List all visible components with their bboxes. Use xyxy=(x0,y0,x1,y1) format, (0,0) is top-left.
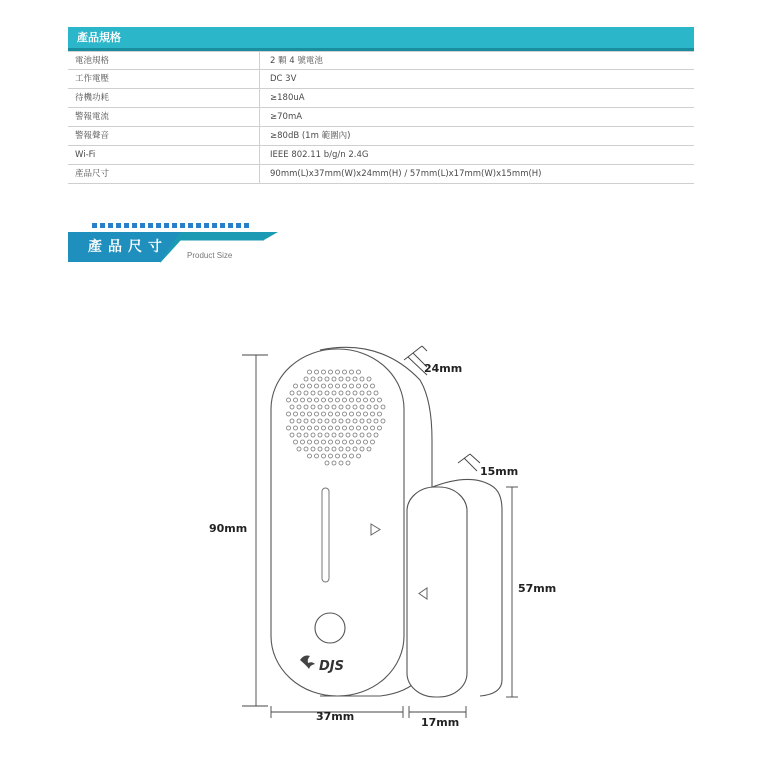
indicator-slot xyxy=(322,488,329,582)
grille-hole xyxy=(346,447,350,451)
grille-hole xyxy=(308,398,312,402)
grille-hole xyxy=(371,384,375,388)
grille-hole xyxy=(308,412,312,416)
grille-hole xyxy=(308,440,312,444)
grille-hole xyxy=(371,440,375,444)
grille-hole xyxy=(339,391,343,395)
dim-sensor-depth: 15mm xyxy=(480,465,519,478)
grille-hole xyxy=(357,426,361,430)
grille-hole xyxy=(329,384,333,388)
grille-hole xyxy=(287,398,291,402)
grille-hole xyxy=(290,433,294,437)
grille-hole xyxy=(322,426,326,430)
grille-hole xyxy=(325,405,329,409)
grille-hole xyxy=(364,398,368,402)
grille-hole xyxy=(364,426,368,430)
grille-hole xyxy=(332,419,336,423)
grille-hole xyxy=(322,398,326,402)
grille-hole xyxy=(381,405,385,409)
grille-hole xyxy=(367,447,371,451)
grille-hole xyxy=(329,440,333,444)
grille-hole xyxy=(371,426,375,430)
grille-hole xyxy=(350,370,354,374)
grille-hole xyxy=(297,419,301,423)
grille-hole xyxy=(290,419,294,423)
spec-value: ≥70mA xyxy=(270,112,303,122)
spec-value: DC 3V xyxy=(270,74,297,84)
grille-hole xyxy=(315,440,319,444)
grille-hole xyxy=(304,405,308,409)
grille-hole xyxy=(297,433,301,437)
grille-hole xyxy=(374,433,378,437)
grille-hole xyxy=(374,391,378,395)
grille-hole xyxy=(364,384,368,388)
grille-hole xyxy=(367,377,371,381)
grille-hole xyxy=(308,454,312,458)
grille-hole xyxy=(350,398,354,402)
grille-hole xyxy=(360,377,364,381)
grille-hole xyxy=(332,447,336,451)
grille-hole xyxy=(371,398,375,402)
spec-label: 警報電流 xyxy=(68,108,260,126)
spec-value: 90mm(L)x37mm(W)x24mm(H) / 57mm(L)x17mm(W)x15mm(H) xyxy=(270,169,542,179)
dim-sensor-height: 57mm xyxy=(518,582,557,595)
dim-sensor-width: 17mm xyxy=(421,716,460,729)
grille-hole xyxy=(322,440,326,444)
grille-hole xyxy=(357,412,361,416)
grille-hole xyxy=(336,454,340,458)
grille-hole xyxy=(294,412,298,416)
button-circle xyxy=(315,613,345,643)
grille-hole xyxy=(304,391,308,395)
spec-value: 2 顆 4 號電池 xyxy=(270,56,323,66)
grille-hole xyxy=(315,384,319,388)
grille-hole xyxy=(318,447,322,451)
grille-hole xyxy=(322,412,326,416)
grille-hole xyxy=(367,433,371,437)
grille-hole xyxy=(301,440,305,444)
grille-hole xyxy=(290,405,294,409)
logo-text: DJS xyxy=(319,659,344,674)
grille-hole xyxy=(353,419,357,423)
grille-hole xyxy=(329,412,333,416)
grille-hole xyxy=(336,412,340,416)
grille-hole xyxy=(290,391,294,395)
sensor-unit xyxy=(407,479,502,697)
grille-hole xyxy=(301,426,305,430)
grille-hole xyxy=(357,440,361,444)
grille-hole xyxy=(315,398,319,402)
spec-label: 警報聲音 xyxy=(68,127,260,145)
spec-table-header: 產品規格 xyxy=(68,27,694,48)
grille-hole xyxy=(304,447,308,451)
grille-hole xyxy=(318,433,322,437)
grille-hole xyxy=(325,391,329,395)
grille-hole xyxy=(360,419,364,423)
grille-hole xyxy=(329,426,333,430)
grille-hole xyxy=(325,419,329,423)
grille-hole xyxy=(294,398,298,402)
grille-hole xyxy=(329,370,333,374)
grille-hole xyxy=(287,412,291,416)
grille-hole xyxy=(353,447,357,451)
grille-hole xyxy=(325,433,329,437)
grille-hole xyxy=(304,433,308,437)
grille-hole xyxy=(360,391,364,395)
grille-hole xyxy=(350,440,354,444)
grille-hole xyxy=(374,405,378,409)
grille-hole xyxy=(360,447,364,451)
grille-hole xyxy=(353,377,357,381)
grille-hole xyxy=(357,384,361,388)
grille-hole xyxy=(311,377,315,381)
grille-hole xyxy=(381,419,385,423)
grille-hole xyxy=(339,447,343,451)
grille-hole xyxy=(311,391,315,395)
grille-hole xyxy=(336,398,340,402)
grille-hole xyxy=(322,454,326,458)
grille-hole xyxy=(346,391,350,395)
grille-hole xyxy=(308,384,312,388)
spec-value: ≥80dB (1m 範圍內) xyxy=(270,131,351,141)
grille-hole xyxy=(353,391,357,395)
grille-hole xyxy=(332,405,336,409)
grille-hole xyxy=(318,405,322,409)
grille-hole xyxy=(367,391,371,395)
grille-hole xyxy=(350,426,354,430)
grille-hole xyxy=(304,377,308,381)
grille-hole xyxy=(325,377,329,381)
spec-value: ≥180uA xyxy=(270,93,305,103)
grille-hole xyxy=(346,461,350,465)
grille-hole xyxy=(346,377,350,381)
grille-hole xyxy=(364,412,368,416)
grille-hole xyxy=(336,440,340,444)
grille-hole xyxy=(378,398,382,402)
grille-hole xyxy=(343,384,347,388)
grille-hole xyxy=(325,447,329,451)
grille-hole xyxy=(322,370,326,374)
grille-hole xyxy=(350,412,354,416)
grille-hole xyxy=(325,461,329,465)
grille-hole xyxy=(318,419,322,423)
grille-hole xyxy=(322,384,326,388)
grille-hole xyxy=(336,426,340,430)
grille-hole xyxy=(339,419,343,423)
grille-hole xyxy=(332,391,336,395)
grille-hole xyxy=(353,405,357,409)
grille-hole xyxy=(315,426,319,430)
grille-hole xyxy=(315,370,319,374)
grille-hole xyxy=(346,419,350,423)
grille-hole xyxy=(367,419,371,423)
spec-label: 產品尺寸 xyxy=(68,165,260,183)
grille-hole xyxy=(311,433,315,437)
grille-hole xyxy=(343,370,347,374)
grille-hole xyxy=(297,391,301,395)
grille-hole xyxy=(287,426,291,430)
grille-hole xyxy=(294,440,298,444)
grille-hole xyxy=(294,426,298,430)
spec-value: IEEE 802.11 b/g/n 2.4G xyxy=(270,150,369,160)
grille-hole xyxy=(297,405,301,409)
grille-hole xyxy=(318,377,322,381)
grille-hole xyxy=(343,426,347,430)
grille-hole xyxy=(367,405,371,409)
grille-hole xyxy=(318,391,322,395)
grille-hole xyxy=(360,405,364,409)
grille-hole xyxy=(315,412,319,416)
grille-hole xyxy=(315,454,319,458)
grille-hole xyxy=(301,412,305,416)
grille-hole xyxy=(339,433,343,437)
grille-hole xyxy=(346,433,350,437)
grille-hole xyxy=(353,433,357,437)
grille-hole xyxy=(378,426,382,430)
grille-hole xyxy=(350,454,354,458)
dim-main-width: 37mm xyxy=(316,710,355,723)
grille-hole xyxy=(311,447,315,451)
grille-hole xyxy=(339,405,343,409)
grille-hole xyxy=(336,384,340,388)
grille-hole xyxy=(301,398,305,402)
grille-hole xyxy=(297,447,301,451)
grille-hole xyxy=(336,370,340,374)
grille-hole xyxy=(346,405,350,409)
grille-hole xyxy=(304,419,308,423)
grille-hole xyxy=(343,454,347,458)
grille-hole xyxy=(343,398,347,402)
grille-hole xyxy=(294,384,298,388)
grille-hole xyxy=(374,419,378,423)
spec-label: Wi-Fi xyxy=(68,146,260,164)
grille-hole xyxy=(308,426,312,430)
grille-hole xyxy=(339,461,343,465)
grille-hole xyxy=(343,412,347,416)
grille-hole xyxy=(332,433,336,437)
grille-hole xyxy=(301,384,305,388)
grille-hole xyxy=(311,419,315,423)
grille-hole xyxy=(357,370,361,374)
spec-label: 工作電壓 xyxy=(68,70,260,88)
grille-hole xyxy=(378,412,382,416)
spec-label: 待機功耗 xyxy=(68,89,260,107)
spec-label: 電池規格 xyxy=(68,52,260,69)
grille-hole xyxy=(364,440,368,444)
grille-hole xyxy=(357,398,361,402)
grille-hole xyxy=(350,384,354,388)
grille-hole xyxy=(343,440,347,444)
grille-hole xyxy=(339,377,343,381)
grille-hole xyxy=(357,454,361,458)
sensor-unit-face xyxy=(407,487,467,697)
section-title: 產品尺寸 xyxy=(88,239,168,255)
grille-hole xyxy=(329,454,333,458)
grille-hole xyxy=(308,370,312,374)
dim-main-height: 90mm xyxy=(209,522,248,535)
grille-hole xyxy=(332,461,336,465)
grille-hole xyxy=(332,377,336,381)
grille-hole xyxy=(311,405,315,409)
dim-main-depth: 24mm xyxy=(424,362,463,375)
section-subtitle: Product Size xyxy=(187,251,233,260)
grille-hole xyxy=(371,412,375,416)
grille-hole xyxy=(329,398,333,402)
grille-hole xyxy=(360,433,364,437)
